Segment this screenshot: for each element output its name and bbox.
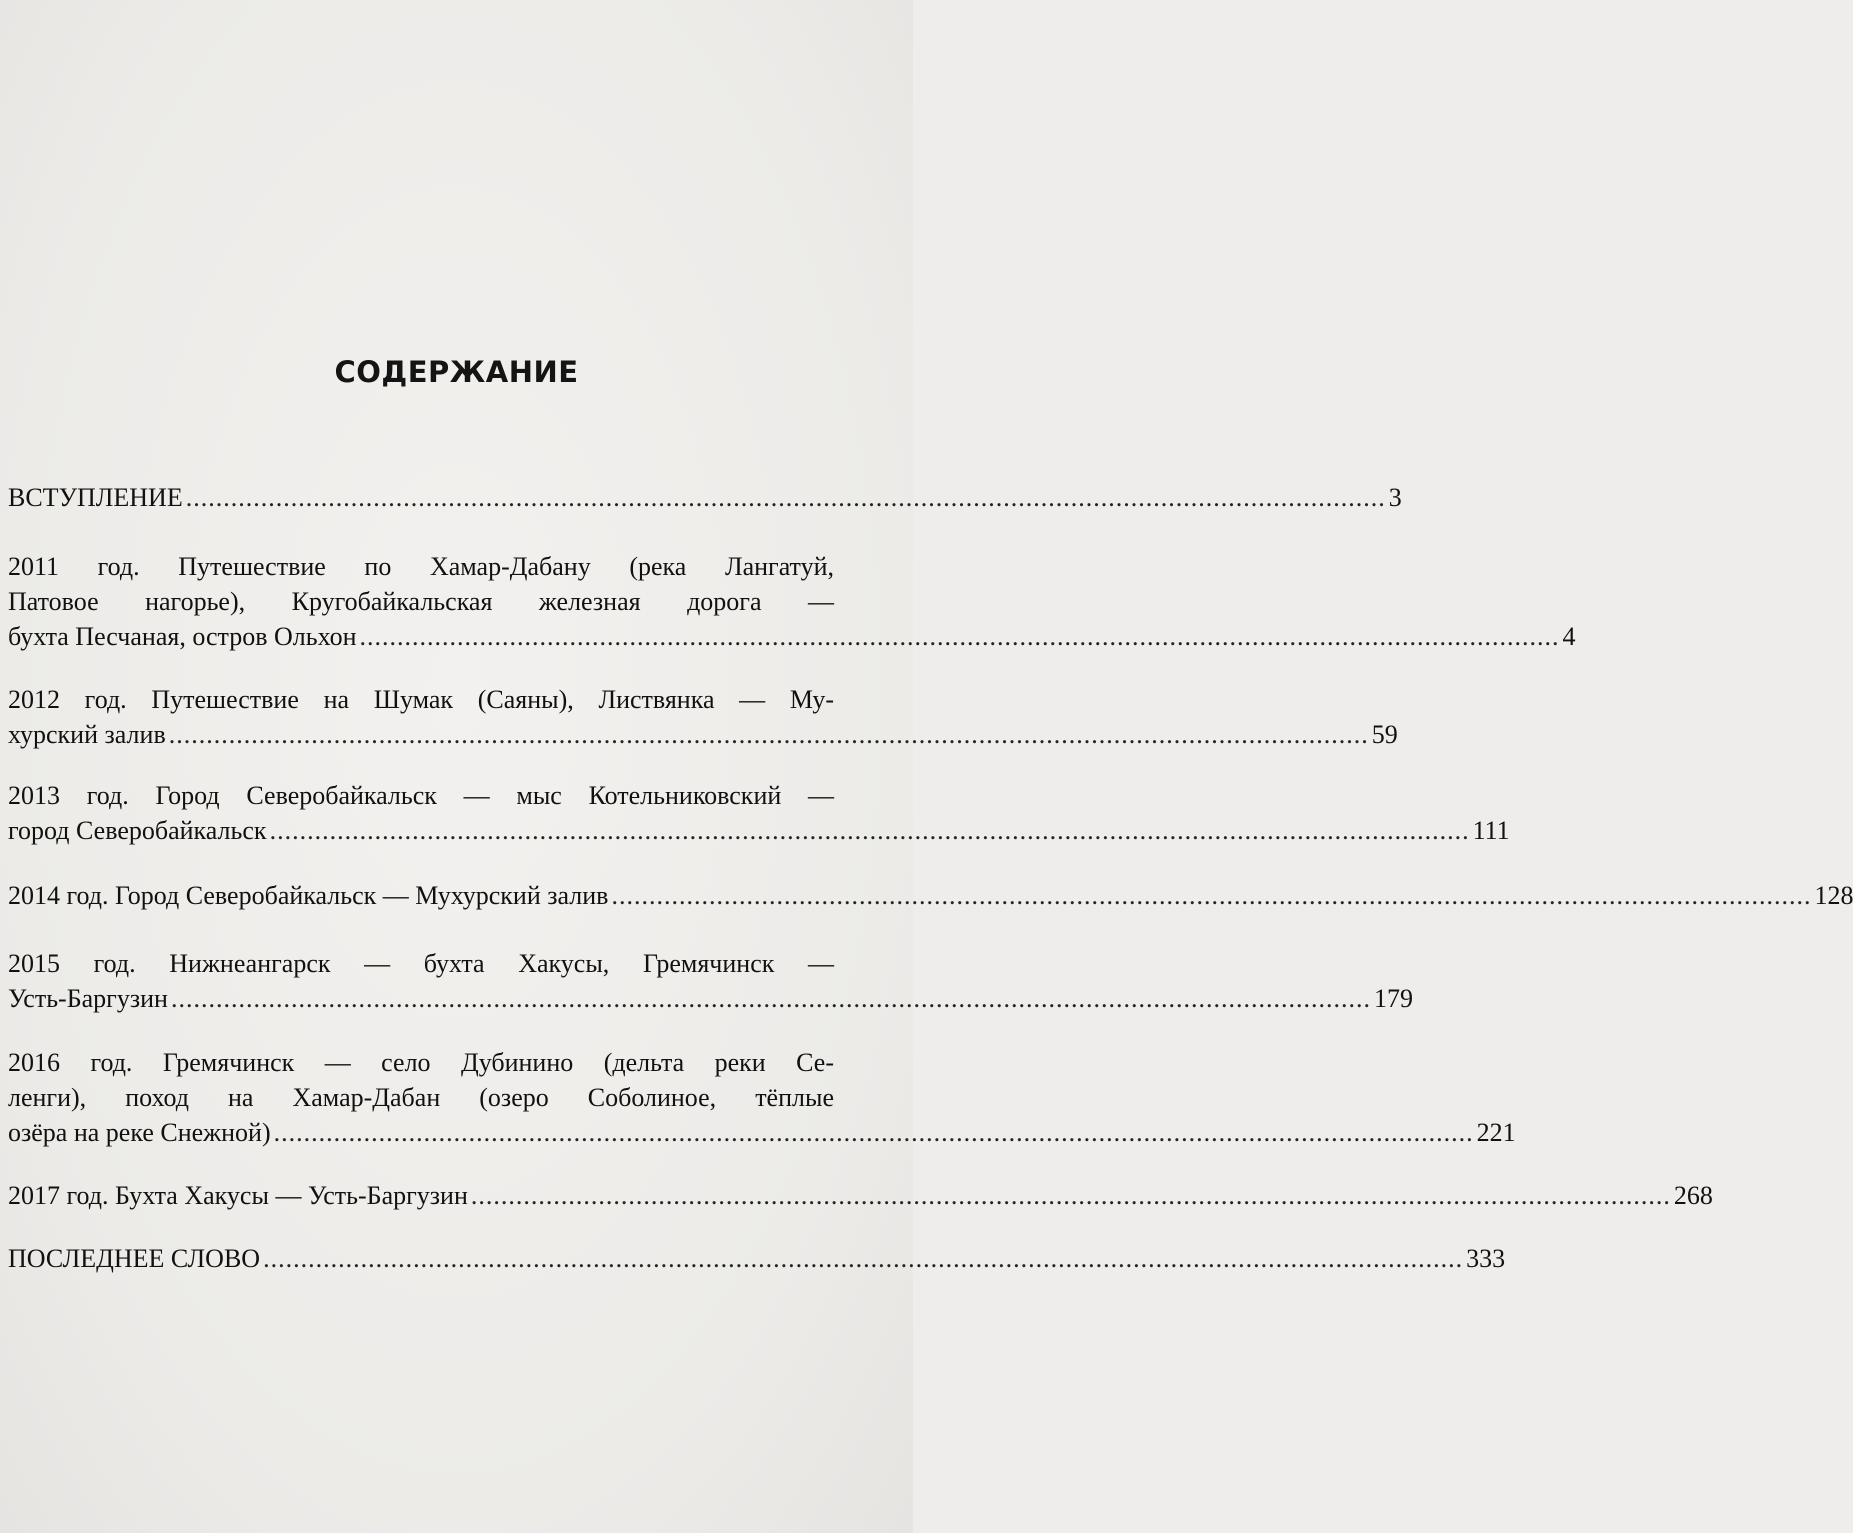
toc-entry-last-line: [8, 1115, 1516, 1150]
toc-entry: [8, 682, 1398, 752]
dot-leader: ................................................................................................................................................................: [470, 1181, 1671, 1210]
toc-entry-line: 2012 год. Путешествие на Шумак (Саяны), Листвянка — Му-: [8, 685, 834, 714]
toc-page-number: 179: [1373, 984, 1413, 1013]
toc-entry-title: Усть-Баргузин: [8, 984, 168, 1013]
dot-leader: ................................................................................................................................................................: [359, 622, 1560, 651]
dot-leader: ................................................................................................................................................................: [263, 1244, 1464, 1273]
toc-entry-line: ленги), поход на Хамар-Дабан (озеро Соболиное, тёплые: [8, 1083, 834, 1112]
toc-entry-last-line: [8, 1178, 1713, 1213]
toc-page-number: 59: [1371, 720, 1398, 749]
toc-entry-title: город Северобайкальск: [8, 816, 267, 845]
toc-entry-last-line: [8, 981, 1413, 1016]
dot-leader: ................................................................................................................................................................: [273, 1118, 1474, 1147]
toc-entry: [8, 480, 1402, 515]
toc-entry-last-line: [8, 878, 1853, 913]
dot-leader: ................................................................................................................................................................: [185, 483, 1386, 512]
toc-entry-line: Патовое нагорье), Кругобайкальская железная дорога —: [8, 587, 834, 616]
dot-leader: ................................................................................................................................................................: [611, 881, 1812, 910]
toc-entry-title: ВСТУПЛЕНИЕ: [8, 483, 183, 512]
toc-entry-last-line: [8, 717, 1398, 752]
toc-entry-last-line: [8, 1241, 1506, 1276]
toc-entry-title: ПОСЛЕДНЕЕ СЛОВО: [8, 1244, 261, 1273]
toc-entry-line: 2016 год. Гремячинск — село Дубинино (дельта реки Се-: [8, 1048, 834, 1077]
toc-entry-title: бухта Песчаная, остров Ольхон: [8, 622, 357, 651]
toc-page-number: 128: [1814, 881, 1853, 910]
toc-entry: [8, 778, 1510, 848]
toc-entry-title: 2014 год. Город Северобайкальск — Мухурский залив: [8, 881, 609, 910]
toc-page-number: 4: [1562, 622, 1576, 651]
toc-entry-line: 2015 год. Нижнеангарск — бухта Хакусы, Гремячинск —: [8, 949, 834, 978]
dot-leader: ................................................................................................................................................................: [168, 720, 1369, 749]
toc-entry: [8, 1178, 1713, 1213]
toc-entry-line: 2013 год. Город Северобайкальск — мыс Котельниковский —: [8, 781, 834, 810]
toc-entry: [8, 878, 1853, 913]
toc-page-number: 268: [1673, 1181, 1713, 1210]
toc-entry: [8, 549, 1576, 654]
toc-entry: [8, 1045, 1516, 1150]
toc-entry-title: хурский залив: [8, 720, 166, 749]
toc-entry-last-line: [8, 619, 1576, 654]
toc-page-number: 333: [1466, 1244, 1506, 1273]
toc-page-number: 111: [1472, 816, 1510, 845]
toc-entry-title: озёра на реке Снежной): [8, 1118, 271, 1147]
toc-page-number: 3: [1388, 483, 1402, 512]
toc-entry: [8, 1241, 1506, 1276]
toc-entry: [8, 946, 1413, 1016]
toc-entry-line: 2011 год. Путешествие по Хамар-Дабану (река Лангатуй,: [8, 552, 834, 581]
dot-leader: ................................................................................................................................................................: [269, 816, 1470, 845]
toc-entry-title: 2017 год. Бухта Хакусы — Усть-Баргузин: [8, 1181, 468, 1210]
toc-entry-last-line: [8, 813, 1510, 848]
page-title: СОДЕРЖАНИЕ: [334, 355, 579, 389]
toc-entry-last-line: [8, 480, 1402, 515]
dot-leader: ................................................................................................................................................................: [170, 984, 1371, 1013]
toc-page-number: 221: [1476, 1118, 1516, 1147]
